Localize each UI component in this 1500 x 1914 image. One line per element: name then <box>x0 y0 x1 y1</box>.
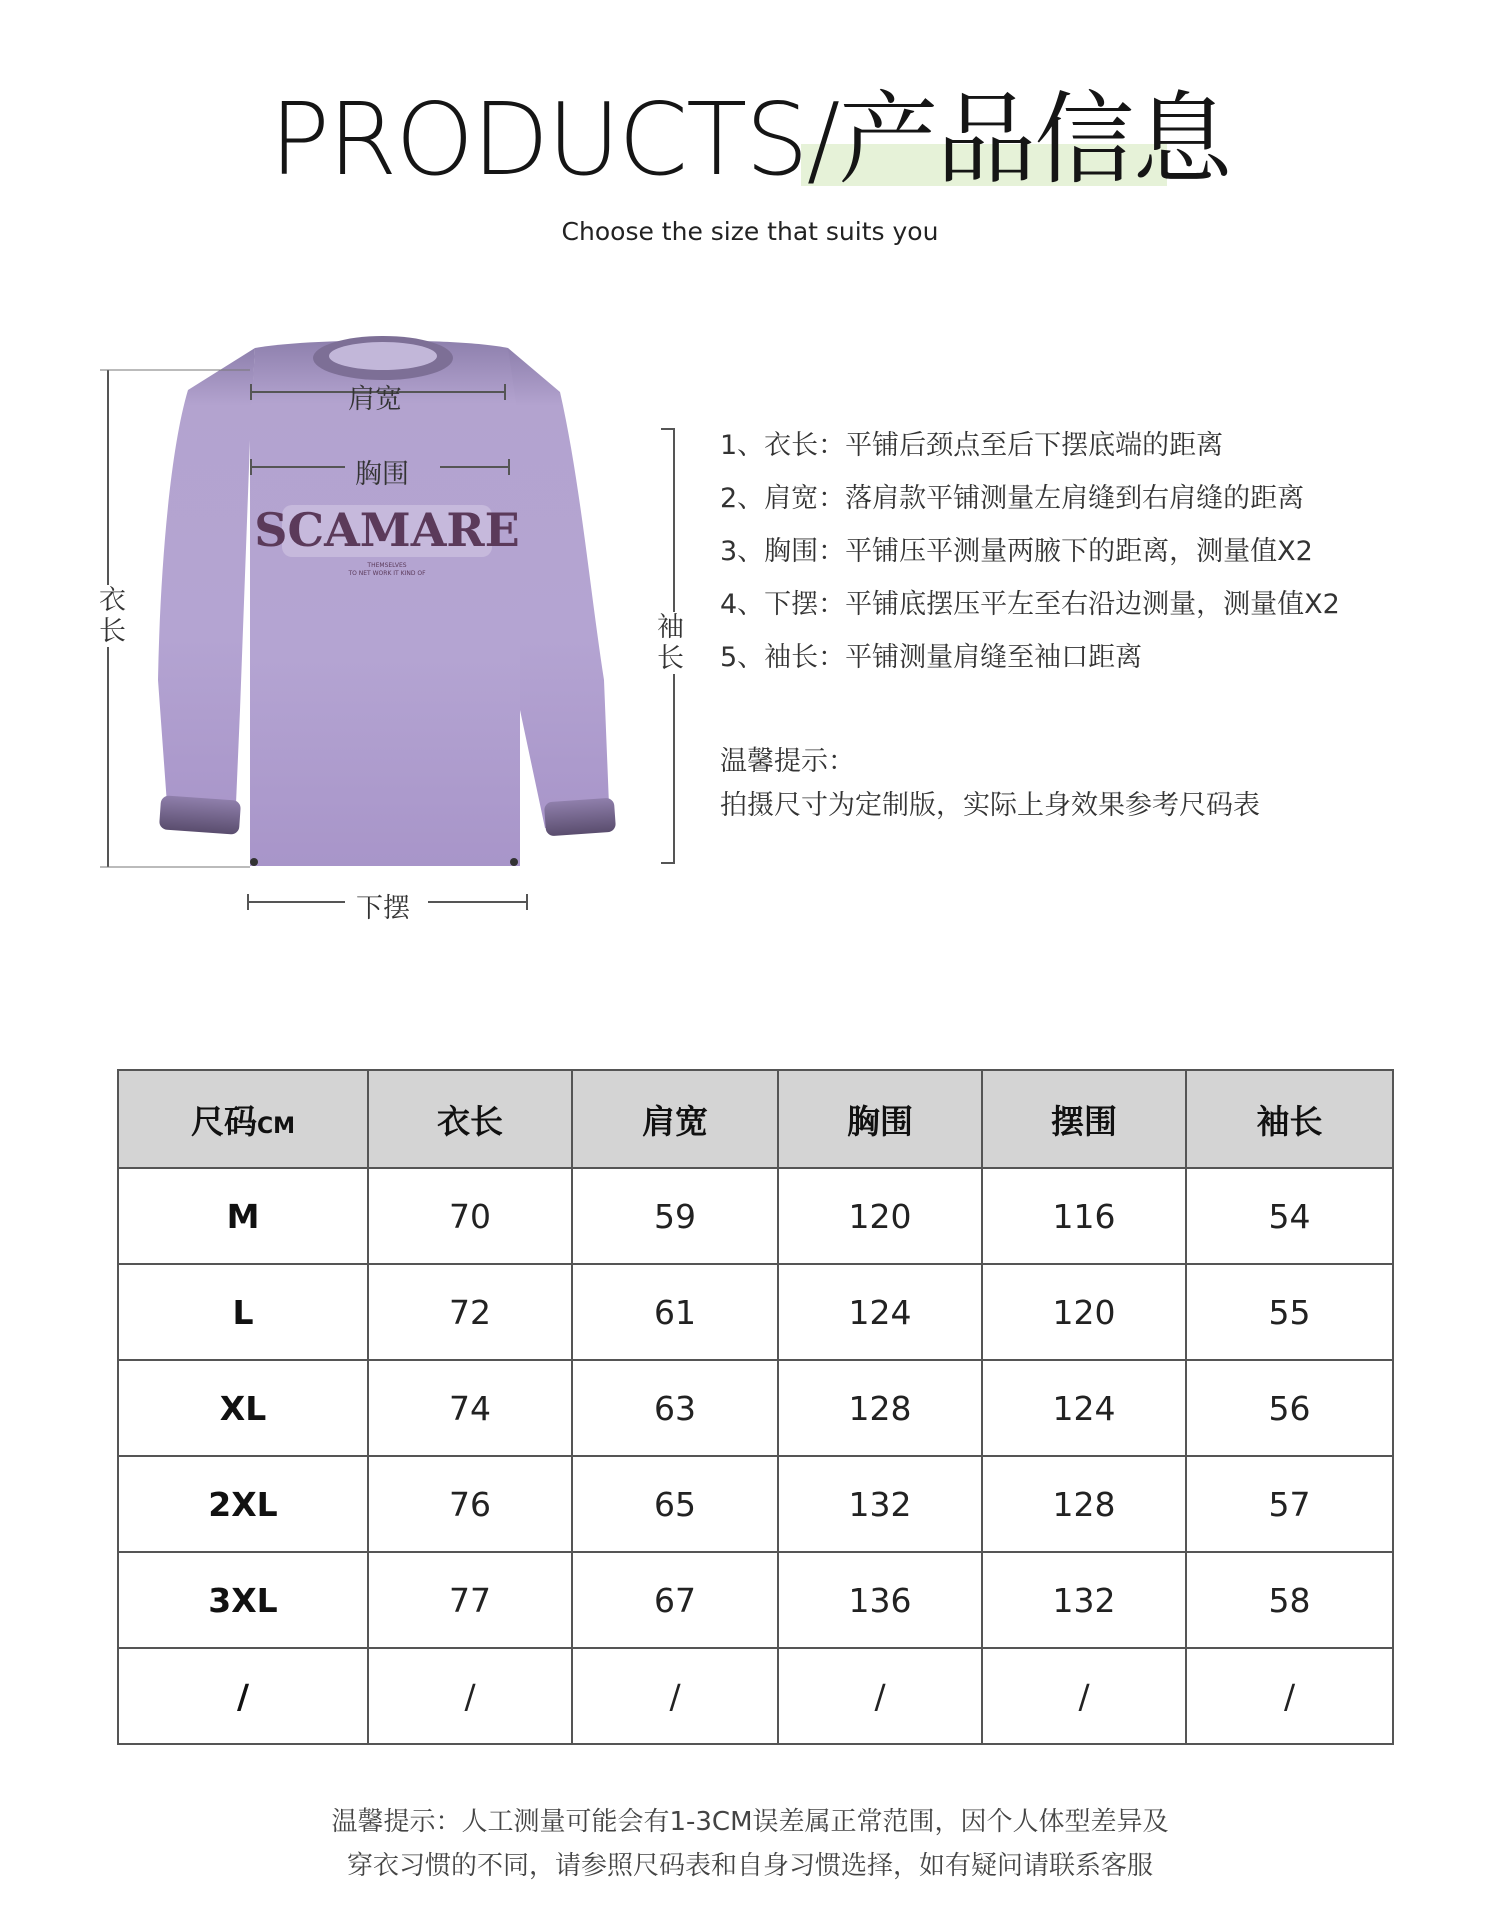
table-row <box>118 1456 1393 1552</box>
size-cell: 3XL <box>118 1552 368 1648</box>
measurement-cell: / <box>778 1648 982 1744</box>
table-row <box>118 1552 1393 1648</box>
size-cell: L <box>118 1264 368 1360</box>
page-title: PRODUCTS/产品信息 <box>269 81 1231 198</box>
footer-note <box>0 1800 1500 1888</box>
size-unit: CM <box>256 1113 296 1139</box>
measurement-cell: / <box>982 1648 1186 1744</box>
measurement-cell: 120 <box>778 1168 982 1264</box>
measurement-cell: 136 <box>778 1552 982 1648</box>
print-subtext-1: THEMSELVES <box>367 562 407 569</box>
measurement-cell: 124 <box>982 1360 1186 1456</box>
table-row <box>118 1648 1393 1744</box>
note-item: 3、胸围：平铺压平测量两腋下的距离，测量值X2 <box>720 536 1313 567</box>
measurement-cell: 74 <box>368 1360 572 1456</box>
footer-line-1: 温馨提示：人工测量可能会有1-3CM误差属正常范围，因个人体型差异及 <box>331 1807 1169 1837</box>
note-item: 2、肩宽：落肩款平铺测量左肩缝到右肩缝的距离 <box>720 483 1305 514</box>
measurement-cell: 65 <box>572 1456 778 1552</box>
table-row <box>118 1264 1393 1360</box>
note-item: 4、下摆：平铺底摆压平左至右沿边测量，测量值X2 <box>720 589 1340 620</box>
length-label: 衣长 <box>90 585 129 647</box>
garment-diagram <box>0 330 700 930</box>
measurement-cell: 59 <box>572 1168 778 1264</box>
print-text: SCAMARE <box>254 503 520 557</box>
measurement-cell: 57 <box>1186 1456 1393 1552</box>
print-subtext-2: TO NET WORK IT KIND OF <box>348 570 426 577</box>
header-shoulder: 肩宽 <box>572 1070 778 1168</box>
hem-label: 下摆 <box>356 893 410 924</box>
header-sleeve: 袖长 <box>1186 1070 1393 1168</box>
header-size: 尺码CM <box>118 1070 368 1168</box>
size-cell: 2XL <box>118 1456 368 1552</box>
size-table <box>117 1069 1394 1745</box>
measurement-notes <box>720 425 1340 690</box>
note-item: 5、袖长：平铺测量肩缝至袖口距离 <box>720 642 1143 673</box>
measurement-cell: 54 <box>1186 1168 1393 1264</box>
shoulder-label: 肩宽 <box>348 384 402 415</box>
chest-label: 胸围 <box>355 459 409 490</box>
measurement-cell: 116 <box>982 1168 1186 1264</box>
table-row <box>118 1168 1393 1264</box>
header-chest: 胸围 <box>778 1070 982 1168</box>
footer-line-2: 穿衣习惯的不同，请参照尺码表和自身习惯选择，如有疑问请联系客服 <box>346 1851 1153 1881</box>
sleeve-label: 袖长 <box>648 612 687 674</box>
measurement-cell: 67 <box>572 1552 778 1648</box>
measurement-cell: 61 <box>572 1264 778 1360</box>
table-header-row <box>118 1070 1393 1168</box>
measurement-cell: 72 <box>368 1264 572 1360</box>
tip-block <box>720 740 1260 828</box>
header-hem: 摆围 <box>982 1070 1186 1168</box>
size-cell: M <box>118 1168 368 1264</box>
measurement-cell: / <box>368 1648 572 1744</box>
size-cell: XL <box>118 1360 368 1456</box>
measurement-cell: 70 <box>368 1168 572 1264</box>
measurement-cell: 132 <box>982 1552 1186 1648</box>
measurement-cell: 77 <box>368 1552 572 1648</box>
measurement-cell: 58 <box>1186 1552 1393 1648</box>
tip-text: 拍摄尺寸为定制版，实际上身效果参考尺码表 <box>720 790 1260 821</box>
table-row <box>118 1360 1393 1456</box>
measurement-cell: 76 <box>368 1456 572 1552</box>
measurement-cell: 63 <box>572 1360 778 1456</box>
measurement-cell: / <box>1186 1648 1393 1744</box>
measurement-cell: 55 <box>1186 1264 1393 1360</box>
page-subtitle: Choose the size that suits you <box>561 217 939 246</box>
tip-title: 温馨提示： <box>720 746 855 777</box>
measurement-cell: 132 <box>778 1456 982 1552</box>
measurement-cell: 56 <box>1186 1360 1393 1456</box>
size-cell: / <box>118 1648 368 1744</box>
header-length: 衣长 <box>368 1070 572 1168</box>
measurement-cell: 128 <box>778 1360 982 1456</box>
measurement-cell: 128 <box>982 1456 1186 1552</box>
measurement-cell: / <box>572 1648 778 1744</box>
measurement-cell: 124 <box>778 1264 982 1360</box>
note-item: 1、衣长：平铺后颈点至后下摆底端的距离 <box>720 430 1224 461</box>
measurement-cell: 120 <box>982 1264 1186 1360</box>
